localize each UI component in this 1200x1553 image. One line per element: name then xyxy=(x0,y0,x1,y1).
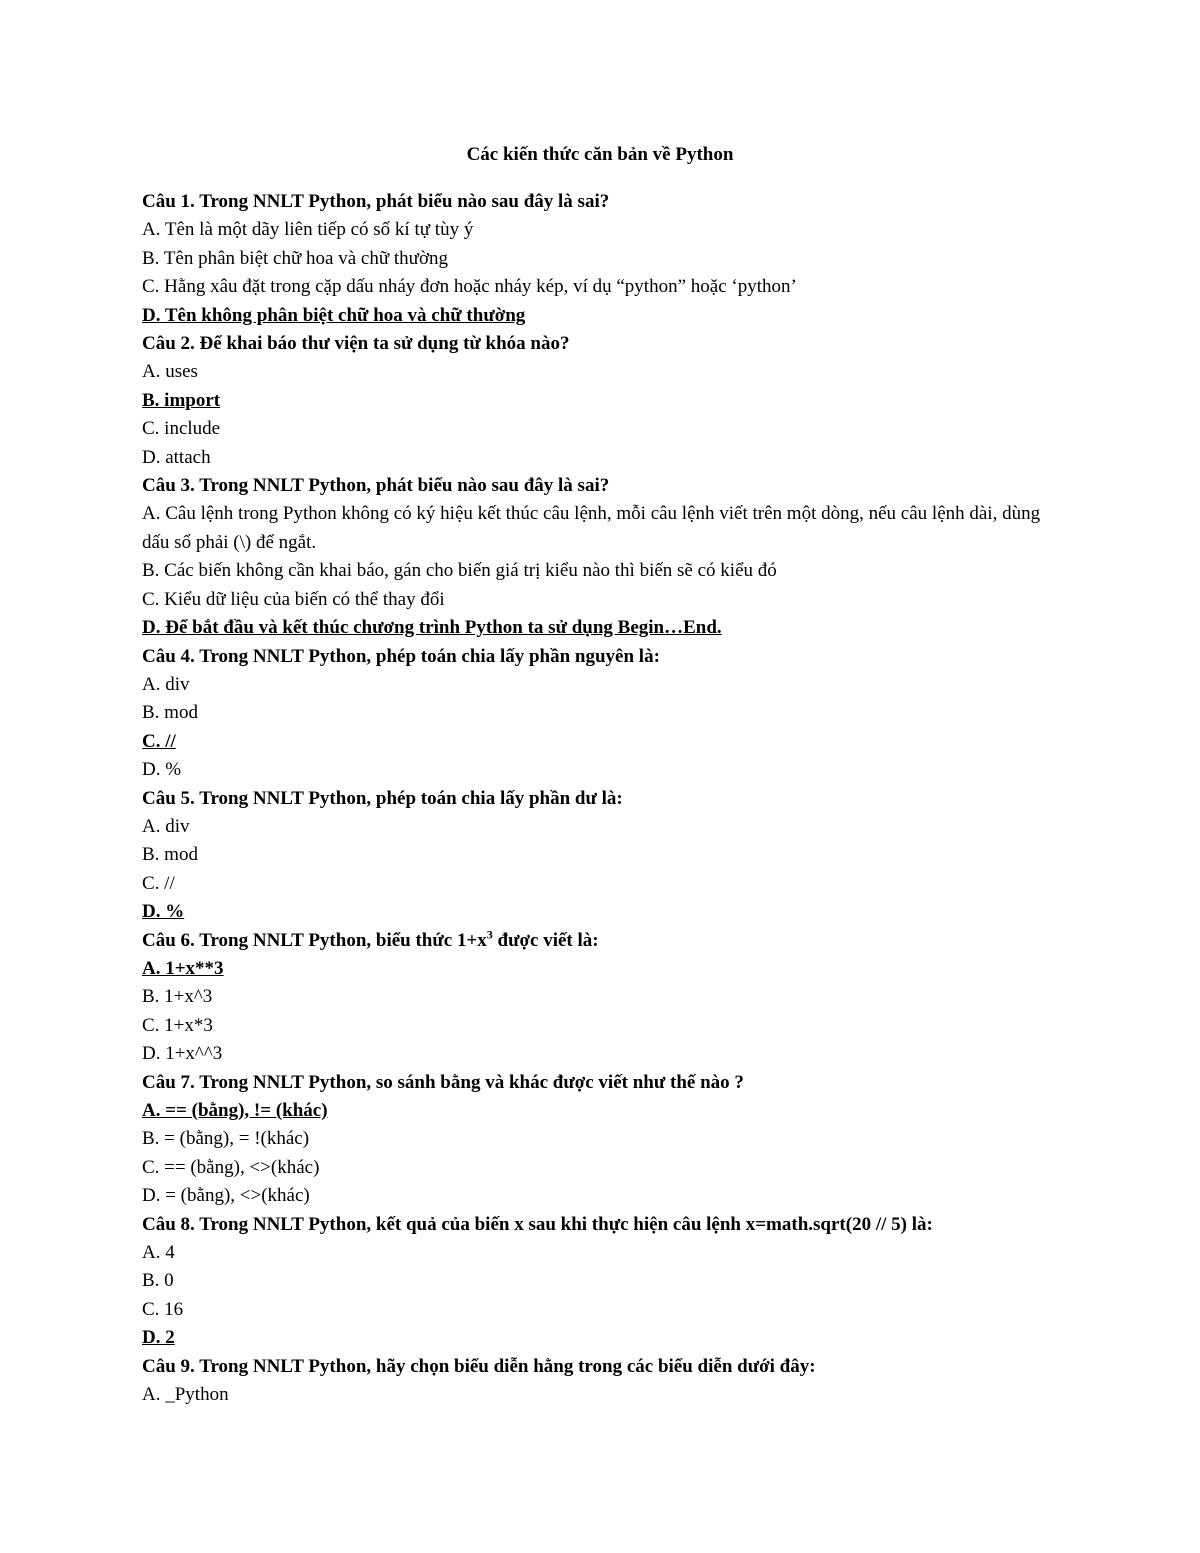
q6-option-c: C. 1+x*3 xyxy=(142,1014,213,1036)
q7-option-d: D. = (bằng), <>(khác) xyxy=(142,1185,310,1207)
q7-option-b: B. = (bằng), = !(khác) xyxy=(142,1128,310,1150)
q8-option-d xyxy=(142,1324,1062,1352)
q6-exponent: 3 xyxy=(486,927,493,942)
q1-option-d xyxy=(142,302,1062,330)
q8-option-c: C. 16 xyxy=(142,1298,184,1320)
q5-option-d xyxy=(142,898,1062,926)
q6-correct-answer: A. 1+x**3 xyxy=(142,957,224,979)
q3-option-d xyxy=(142,614,1062,642)
document-title: Các kiến thức căn bản về Python xyxy=(466,144,734,165)
q6-option-a xyxy=(142,955,1062,983)
q1-option-c: C. Hằng xâu đặt trong cặp dấu nháy đơn hoặc nháy kép, ví dụ “python” hoặc ‘python’ xyxy=(142,276,797,298)
q4-option-c xyxy=(142,728,1062,756)
q4-option-d: D. % xyxy=(142,759,182,781)
q2-option-c: C. include xyxy=(142,418,221,440)
q2-option-b xyxy=(142,387,1062,415)
q5-option-c: C. // xyxy=(142,872,175,894)
q8-correct-answer: D. 2 xyxy=(142,1327,175,1349)
q3-option-b: B. Các biến không cần khai báo, gán cho biến giá trị kiểu nào thì biến sẽ có kiểu đó xyxy=(142,560,777,582)
q5-option-b: B. mod xyxy=(142,844,198,866)
question-6 xyxy=(142,927,1062,955)
question-5: Câu 5. Trong NNLT Python, phép toán chia lấy phần dư là: xyxy=(142,787,623,809)
q6-text-after: được viết là: xyxy=(492,929,599,951)
q4-correct-answer: C. // xyxy=(142,730,176,752)
q7-option-c: C. == (bằng), <>(khác) xyxy=(142,1156,320,1178)
q7-option-a xyxy=(142,1097,1062,1125)
question-2: Câu 2. Để khai báo thư viện ta sử dụng từ khóa nào? xyxy=(142,333,570,355)
question-list xyxy=(142,188,1062,1409)
question-7: Câu 7. Trong NNLT Python, so sánh bằng và khác được viết như thế nào ? xyxy=(142,1071,744,1093)
q8-option-b: B. 0 xyxy=(142,1270,174,1292)
question-1: Câu 1. Trong NNLT Python, phát biểu nào sau đây là sai? xyxy=(142,191,610,212)
q2-option-d: D. attach xyxy=(142,446,211,468)
q2-option-a: A. uses xyxy=(142,361,198,383)
question-3: Câu 3. Trong NNLT Python, phát biểu nào sau đây là sai? xyxy=(142,475,610,497)
q6-option-b: B. 1+x^3 xyxy=(142,986,213,1008)
question-4: Câu 4. Trong NNLT Python, phép toán chia lấy phần nguyên là: xyxy=(142,645,660,667)
question-8: Câu 8. Trong NNLT Python, kết quả của biến x sau khi thực hiện câu lệnh x=math.sqrt(20 // 5) là: xyxy=(142,1213,933,1235)
q3-correct-answer: D. Để bắt đầu và kết thúc chương trình Python ta sử dụng Begin…End. xyxy=(142,617,722,639)
q3-option-a: A. Câu lệnh trong Python không có ký hiệu kết thúc câu lệnh, mỗi câu lệnh viết trên một dòng, nếu câu lệnh dài, dùng dấu sổ phải (\) để ngắt. xyxy=(142,503,1041,553)
q4-option-a: A. div xyxy=(142,673,190,695)
q4-option-b: B. mod xyxy=(142,702,198,724)
q6-text-before: Câu 6. Trong NNLT Python, biểu thức 1+x xyxy=(142,929,487,951)
q7-correct-answer: A. == (bằng), != (khác) xyxy=(142,1100,328,1121)
q6-option-d: D. 1+x^^3 xyxy=(142,1043,223,1065)
q1-option-b: B. Tên phân biệt chữ hoa và chữ thường xyxy=(142,247,448,269)
question-9: Câu 9. Trong NNLT Python, hãy chọn biểu diễn hằng trong các biểu diễn dưới đây: xyxy=(142,1355,816,1377)
q9-option-a: A. _Python xyxy=(142,1384,229,1406)
q5-correct-answer: D. % xyxy=(142,901,185,923)
q5-option-a: A. div xyxy=(142,815,190,837)
q8-option-a: A. 4 xyxy=(142,1242,175,1264)
q2-correct-answer: B. import xyxy=(142,389,221,411)
q1-option-a: A. Tên là một dãy liên tiếp có số kí tự tùy ý xyxy=(142,219,474,241)
q1-correct-answer: D. Tên không phân biệt chữ hoa và chữ thường xyxy=(142,304,526,326)
q3-option-c: C. Kiểu dữ liệu của biến có thể thay đổi xyxy=(142,588,445,610)
